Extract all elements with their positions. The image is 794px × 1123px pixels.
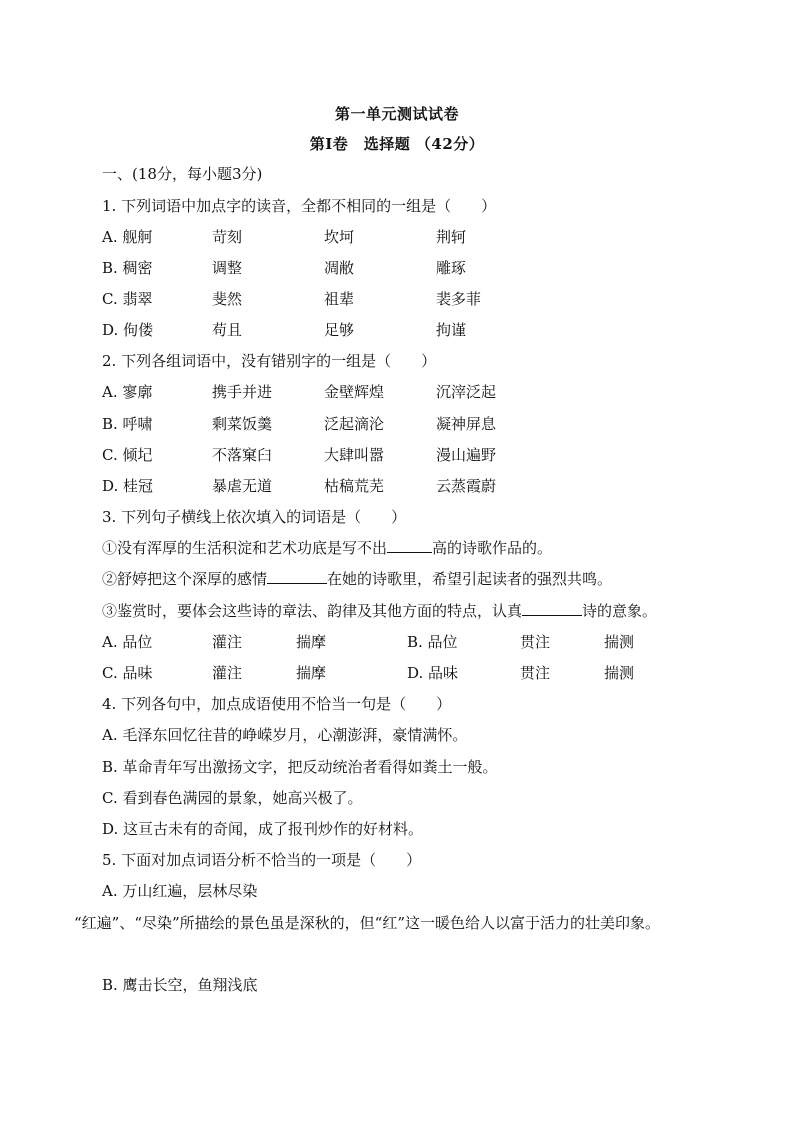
- option-cell: 剩菜饭羹: [212, 415, 273, 433]
- sentence-text: ②舒婷把这个深厚的感情: [102, 570, 268, 588]
- option-cell: 暴虐无道: [212, 477, 273, 495]
- q3-sentence-2: [102, 569, 612, 589]
- option-cell: 凝神屏息: [436, 415, 497, 433]
- option-cell: 凋敝: [324, 259, 355, 277]
- sentence-text: ①没有浑厚的生活积淀和艺术功底是写不出: [102, 539, 388, 557]
- fill-blank: [267, 569, 327, 584]
- q3-sentence-1: [102, 538, 552, 558]
- option-cell: 揣测: [604, 633, 635, 651]
- option-cell: 漫山遍野: [436, 446, 497, 464]
- option-cell: 灌注: [212, 664, 243, 682]
- option-cell: 雕琢: [436, 259, 467, 277]
- option-cell: D. 佝偻: [102, 321, 154, 339]
- question-2-stem: 2. 下列各组词语中，没有错别字的一组是（ ）: [102, 352, 437, 370]
- fill-blank: [387, 538, 432, 553]
- option-cell: 足够: [324, 321, 355, 339]
- option-cell: 枯稿荒芜: [324, 477, 385, 495]
- option-cell: 拘谨: [436, 321, 467, 339]
- option-cell: 揣摩: [296, 664, 327, 682]
- option-cell: A. 舰舸: [102, 228, 153, 246]
- q4-option-c: C. 看到春色满园的景象，她高兴极了。: [102, 789, 363, 807]
- question-3-stem: 3. 下列句子横线上依次填入的词语是（ ）: [102, 508, 407, 526]
- option-cell: 调整: [212, 259, 243, 277]
- option-cell: 坎坷: [324, 228, 355, 246]
- option-cell: 沉滓泛起: [436, 383, 497, 401]
- option-cell: 裴多菲: [436, 290, 482, 308]
- fill-blank: [522, 601, 582, 616]
- q3-sentence-3: [102, 601, 657, 621]
- sentence-text: 诗的意象。: [582, 602, 658, 620]
- sentence-text: 高的诗歌作品的。: [432, 539, 553, 557]
- q4-option-a: A. 毛泽东回忆往昔的峥嵘岁月，心潮澎湃，豪情满怀。: [102, 726, 468, 744]
- question-5-stem: 5. 下面对加点词语分析不恰当的一项是（ ）: [102, 851, 422, 869]
- option-cell: 不落窠臼: [212, 446, 273, 464]
- sentence-text: ③鉴赏时，要体会这些诗的章法、韵律及其他方面的特点，认真: [102, 602, 523, 620]
- option-cell: 苟且: [212, 321, 243, 339]
- option-cell: 苛刻: [212, 228, 243, 246]
- option-cell: B. 稠密: [102, 259, 153, 277]
- q5-option-a-analysis: “红遍”、“尽染”所描绘的景色虽是深秋的，但“红”这一暖色给人以富于活力的壮美印象。: [74, 914, 661, 932]
- option-cell: 斐然: [212, 290, 243, 308]
- option-cell: C. 品味: [102, 664, 153, 682]
- option-cell: A. 品位: [102, 633, 153, 651]
- option-cell: A. 寥廓: [102, 383, 153, 401]
- option-cell: 揣摩: [296, 633, 327, 651]
- option-cell: 泛起滴沦: [324, 415, 385, 433]
- option-cell: 金壁辉煌: [324, 383, 385, 401]
- option-cell: 贯注: [520, 633, 551, 651]
- section-heading: 一、(18分，每小题3分): [102, 165, 263, 183]
- option-cell: 荆轲: [436, 228, 467, 246]
- option-cell: 灌注: [212, 633, 243, 651]
- option-cell: D. 品味: [407, 664, 459, 682]
- question-1-stem: 1. 下列词语中加点字的读音，全都不相同的一组是（ ）: [102, 197, 497, 215]
- option-cell: 祖辈: [324, 290, 355, 308]
- option-cell: 携手并进: [212, 383, 273, 401]
- option-cell: B. 品位: [407, 633, 458, 651]
- option-cell: 揣测: [604, 664, 635, 682]
- option-cell: D. 桂冠: [102, 477, 154, 495]
- option-cell: 大肆叫嚣: [324, 446, 385, 464]
- question-4-stem: 4. 下列各句中，加点成语使用不恰当一句是（ ）: [102, 695, 452, 713]
- option-cell: B. 呼啸: [102, 415, 153, 433]
- option-cell: C. 倾圮: [102, 446, 153, 464]
- option-cell: 贯注: [520, 664, 551, 682]
- exam-title: 第一单元测试试卷: [334, 105, 459, 123]
- q5-option-b: B. 鹰击长空，鱼翔浅底: [102, 976, 258, 994]
- q4-option-d: D. 这亘古未有的奇闻，成了报刊炒作的好材料。: [102, 820, 424, 838]
- exam-subtitle: 第Ⅰ卷 选择题 （42分）: [309, 135, 485, 153]
- q4-option-b: B. 革命青年写出激扬文字，把反动统治者看得如粪土一般。: [102, 758, 498, 776]
- option-cell: 云蒸霞蔚: [436, 477, 497, 495]
- sentence-text: 在她的诗歌里，希望引起读者的强烈共鸣。: [327, 570, 613, 588]
- option-cell: C. 翡翠: [102, 290, 153, 308]
- q5-option-a: A. 万山红遍，层林尽染: [102, 882, 258, 900]
